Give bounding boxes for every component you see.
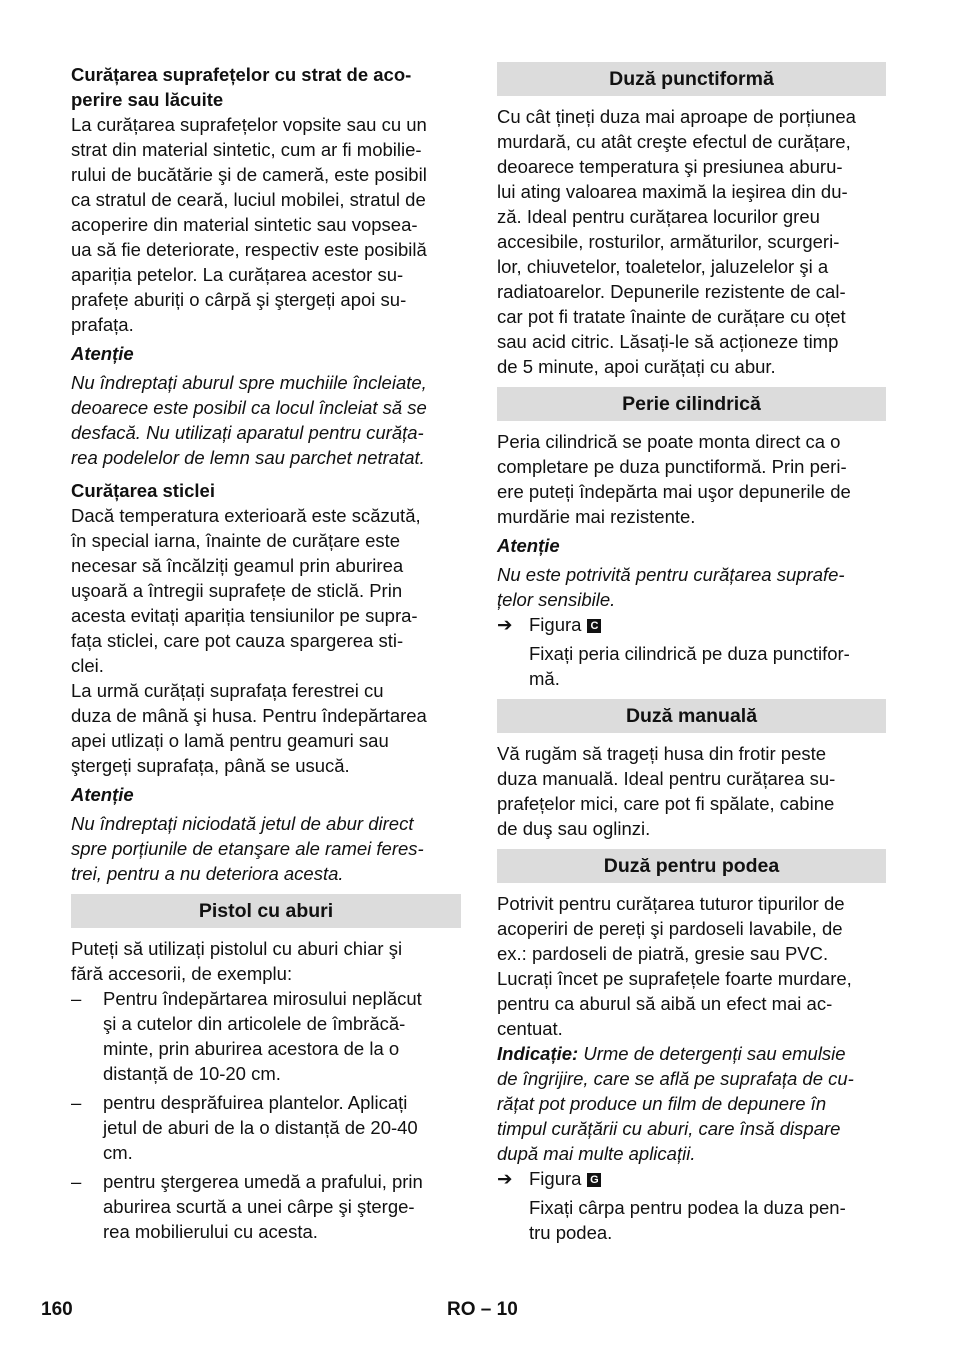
left-column bbox=[71, 62, 461, 1244]
paragraph-line: Peria cilindrică se poate monta direct ca o bbox=[497, 431, 841, 452]
figure-letter-badge: C bbox=[587, 619, 601, 633]
paragraph-line: de duş sau oglinzi. bbox=[497, 818, 651, 839]
paragraph-line: apei utlizați o lamă pentru geamuri sau bbox=[71, 730, 389, 751]
instruction-line: Fixați peria cilindrică pe duza punctifor- bbox=[529, 643, 850, 664]
list-item-line: aburirea scurtă a unei cârpe şi şterge- bbox=[103, 1196, 415, 1217]
paragraph-line: prafețelor mici, care pot fi spălate, cabine bbox=[497, 793, 835, 814]
list-item bbox=[71, 986, 461, 1086]
attention-text: deoarece este posibil ca locul încleiat să se bbox=[71, 397, 427, 418]
dash-bullet: – bbox=[71, 988, 82, 1009]
paragraph-line: Vă rugăm să trageți husa din frotir peste bbox=[497, 743, 827, 764]
section-page-label: RO – 10 bbox=[447, 1299, 518, 1320]
instruction-line: mă. bbox=[529, 668, 560, 689]
list-item bbox=[71, 1090, 461, 1165]
list-item-line: cm. bbox=[103, 1142, 133, 1163]
note-line: de îngrijire, care se află pe suprafața de cu- bbox=[497, 1068, 854, 1089]
list-item-line: şi a cutelor din articolele de îmbrăcă- bbox=[103, 1013, 406, 1034]
paragraph-line: ză. Ideal pentru curățarea locurilor greu bbox=[497, 206, 820, 227]
list-item-line: jetul de aburi de la o distanță de 20-40 bbox=[103, 1117, 418, 1138]
section-title-glass-cleaning: Curățarea sticlei bbox=[71, 480, 215, 501]
paragraph-line: centuat. bbox=[497, 1018, 563, 1039]
figure-reference bbox=[497, 1166, 886, 1191]
attention-text: țelor sensibile. bbox=[497, 589, 616, 610]
paragraph-line: La curățarea suprafețelor vopsite sau cu un bbox=[71, 114, 427, 135]
list-item-line: pentru desprăfuirea plantelor. Aplicați bbox=[103, 1092, 408, 1113]
note-line: rățat pot produce un film de depunere în bbox=[497, 1093, 827, 1114]
arrow-right-icon: ➔ bbox=[497, 1168, 513, 1189]
paragraph-line: duza manuală. Ideal pentru curățarea su- bbox=[497, 768, 836, 789]
paragraph-line: radiatoarelor. Depunerile rezistente de cal- bbox=[497, 281, 846, 302]
paragraph-line: în special iarna, înainte de curățare este bbox=[71, 530, 401, 551]
arrow-right-icon: ➔ bbox=[497, 614, 513, 635]
attention-label: Atenție bbox=[71, 343, 134, 364]
paragraph-line: clei. bbox=[71, 655, 104, 676]
paragraph-line: accesibile, rosturilor, armăturilor, scurgeri- bbox=[497, 231, 840, 252]
section-title-coated-surfaces: Curățarea suprafețelor cu strat de aco- bbox=[71, 64, 412, 85]
paragraph-line: car pot fi tratate înainte de curățare cu oțet bbox=[497, 306, 846, 327]
paragraph-line: sau acid citric. Lăsați-le să acționeze timp bbox=[497, 331, 839, 352]
paragraph-line: pentru ca aburul să aibă un efect mai ac- bbox=[497, 993, 833, 1014]
paragraph-line: strat din material sintetic, cum ar fi mobilie- bbox=[71, 139, 422, 160]
instruction-line: Fixați cârpa pentru podea la duza pen- bbox=[529, 1197, 846, 1218]
paragraph-line: duza de mână şi husa. Pentru îndepărtarea bbox=[71, 705, 427, 726]
figure-letter-badge: G bbox=[587, 1173, 601, 1187]
paragraph-line: necesar să încălziți geamul prin aburirea bbox=[71, 555, 404, 576]
note-text: Urme de detergenți sau emulsie bbox=[583, 1043, 846, 1064]
section-title-coated-surfaces: perire sau lăcuite bbox=[71, 89, 224, 110]
note-line bbox=[497, 1041, 886, 1066]
section-heading-hand-nozzle: Duză manuală bbox=[497, 699, 886, 733]
paragraph-line: ştergeți suprafața, până se usucă. bbox=[71, 755, 350, 776]
note-line: după mai multe aplicații. bbox=[497, 1143, 696, 1164]
paragraph-line: prafața. bbox=[71, 314, 134, 335]
paragraph-line: acesta evitați apariția tensiunilor pe supra- bbox=[71, 605, 418, 626]
list-item-line: minte, prin aburirea acestora de la o bbox=[103, 1038, 400, 1059]
right-column bbox=[497, 62, 886, 1245]
paragraph-line: lor, chiuvetelor, toaletelor, jaluzelelor şi a bbox=[497, 256, 829, 277]
dash-bullet: – bbox=[71, 1092, 82, 1113]
paragraph-line: ua să fie deteriorate, respectiv este posibilă bbox=[71, 239, 427, 260]
paragraph-line: acoperire din material sintetic sau vopsea- bbox=[71, 214, 418, 235]
list-item bbox=[71, 1169, 461, 1244]
section-heading-steam-pistol: Pistol cu aburi bbox=[71, 894, 461, 928]
figure-label: Figura bbox=[529, 1168, 582, 1189]
attention-text: Nu este potrivită pentru curățarea suprafe- bbox=[497, 564, 845, 585]
section-heading-point-nozzle: Duză punctiformă bbox=[497, 62, 886, 96]
paragraph-line: Cu cât țineți duza mai aproape de porțiunea bbox=[497, 106, 856, 127]
attention-text: desfacă. Nu utilizați aparatul pentru curăța- bbox=[71, 422, 424, 443]
paragraph-line: lui ating valoarea maximă la ieşirea din du- bbox=[497, 181, 848, 202]
paragraph-line: prafețe aburiți o cârpă şi ştergeți apoi su- bbox=[71, 289, 407, 310]
instruction-line: tru podea. bbox=[529, 1222, 613, 1243]
paragraph-line: ex.: pardoseli de piatră, gresie sau PVC. bbox=[497, 943, 829, 964]
paragraph-line: murdărie mai rezistente. bbox=[497, 506, 696, 527]
paragraph-line: de 5 minute, apoi curățați cu abur. bbox=[497, 356, 776, 377]
paragraph-line: rului de bucătărie şi de cameră, este posibil bbox=[71, 164, 427, 185]
attention-text: rea podelelor de lemn sau parchet netratat. bbox=[71, 447, 425, 468]
list-item-line: pentru ştergerea umedă a prafului, prin bbox=[103, 1171, 423, 1192]
dash-bullet: – bbox=[71, 1171, 82, 1192]
paragraph-line: fața sticlei, care pot cauza spargerea sti- bbox=[71, 630, 404, 651]
paragraph-line: Lucrați încet pe suprafețele foarte murdare, bbox=[497, 968, 852, 989]
paragraph-line: murdară, cu atât creşte efectul de curățare, bbox=[497, 131, 851, 152]
section-heading-floor-nozzle: Duză pentru podea bbox=[497, 849, 886, 883]
attention-label: Atenție bbox=[497, 535, 560, 556]
paragraph-line: ca stratul de ceară, luciul mobilei, stratul de bbox=[71, 189, 426, 210]
paragraph-line: La urmă curățați suprafața ferestrei cu bbox=[71, 680, 384, 701]
paragraph-line: Potrivit pentru curățarea tuturor tipurilor de bbox=[497, 893, 845, 914]
figure-reference bbox=[497, 612, 886, 637]
section-heading-round-brush: Perie cilindrică bbox=[497, 387, 886, 421]
paragraph-line: ere puteți îndepărta mai uşor depunerile de bbox=[497, 481, 851, 502]
list-item-line: distanță de 10-20 cm. bbox=[103, 1063, 281, 1084]
page-number: 160 bbox=[41, 1299, 73, 1320]
paragraph-line: Puteți să utilizați pistolul cu aburi chiar şi bbox=[71, 938, 403, 959]
attention-text: spre porțiunile de etanşare ale ramei feres- bbox=[71, 838, 424, 859]
paragraph-line: fără accesorii, de exemplu: bbox=[71, 963, 293, 984]
paragraph-line: completare pe duza punctiformă. Prin peri- bbox=[497, 456, 847, 477]
paragraph-line: acoperiri de pereți şi pardoseli lavabile, de bbox=[497, 918, 843, 939]
paragraph-line: Dacă temperatura exterioară este scăzută, bbox=[71, 505, 421, 526]
attention-text: Nu îndreptați aburul spre muchiile încleiate, bbox=[71, 372, 427, 393]
figure-label: Figura bbox=[529, 614, 582, 635]
attention-label: Atenție bbox=[71, 784, 134, 805]
attention-text: trei, pentru a nu deteriora acesta. bbox=[71, 863, 344, 884]
paragraph-line: uşoară a întregii suprafețe de sticlă. Prin bbox=[71, 580, 403, 601]
list-item-line: Pentru îndepărtarea mirosului neplăcut bbox=[103, 988, 422, 1009]
note-line: timpul curățării cu aburi, care însă dispare bbox=[497, 1118, 841, 1139]
note-label: Indicație: bbox=[497, 1043, 579, 1064]
paragraph-line: apariția petelor. La curățarea acestor su- bbox=[71, 264, 404, 285]
attention-text: Nu îndreptați niciodată jetul de abur direct bbox=[71, 813, 414, 834]
paragraph-line: deoarece temperatura şi presiunea aburu- bbox=[497, 156, 843, 177]
list-item-line: rea mobilierului cu acesta. bbox=[103, 1221, 318, 1242]
